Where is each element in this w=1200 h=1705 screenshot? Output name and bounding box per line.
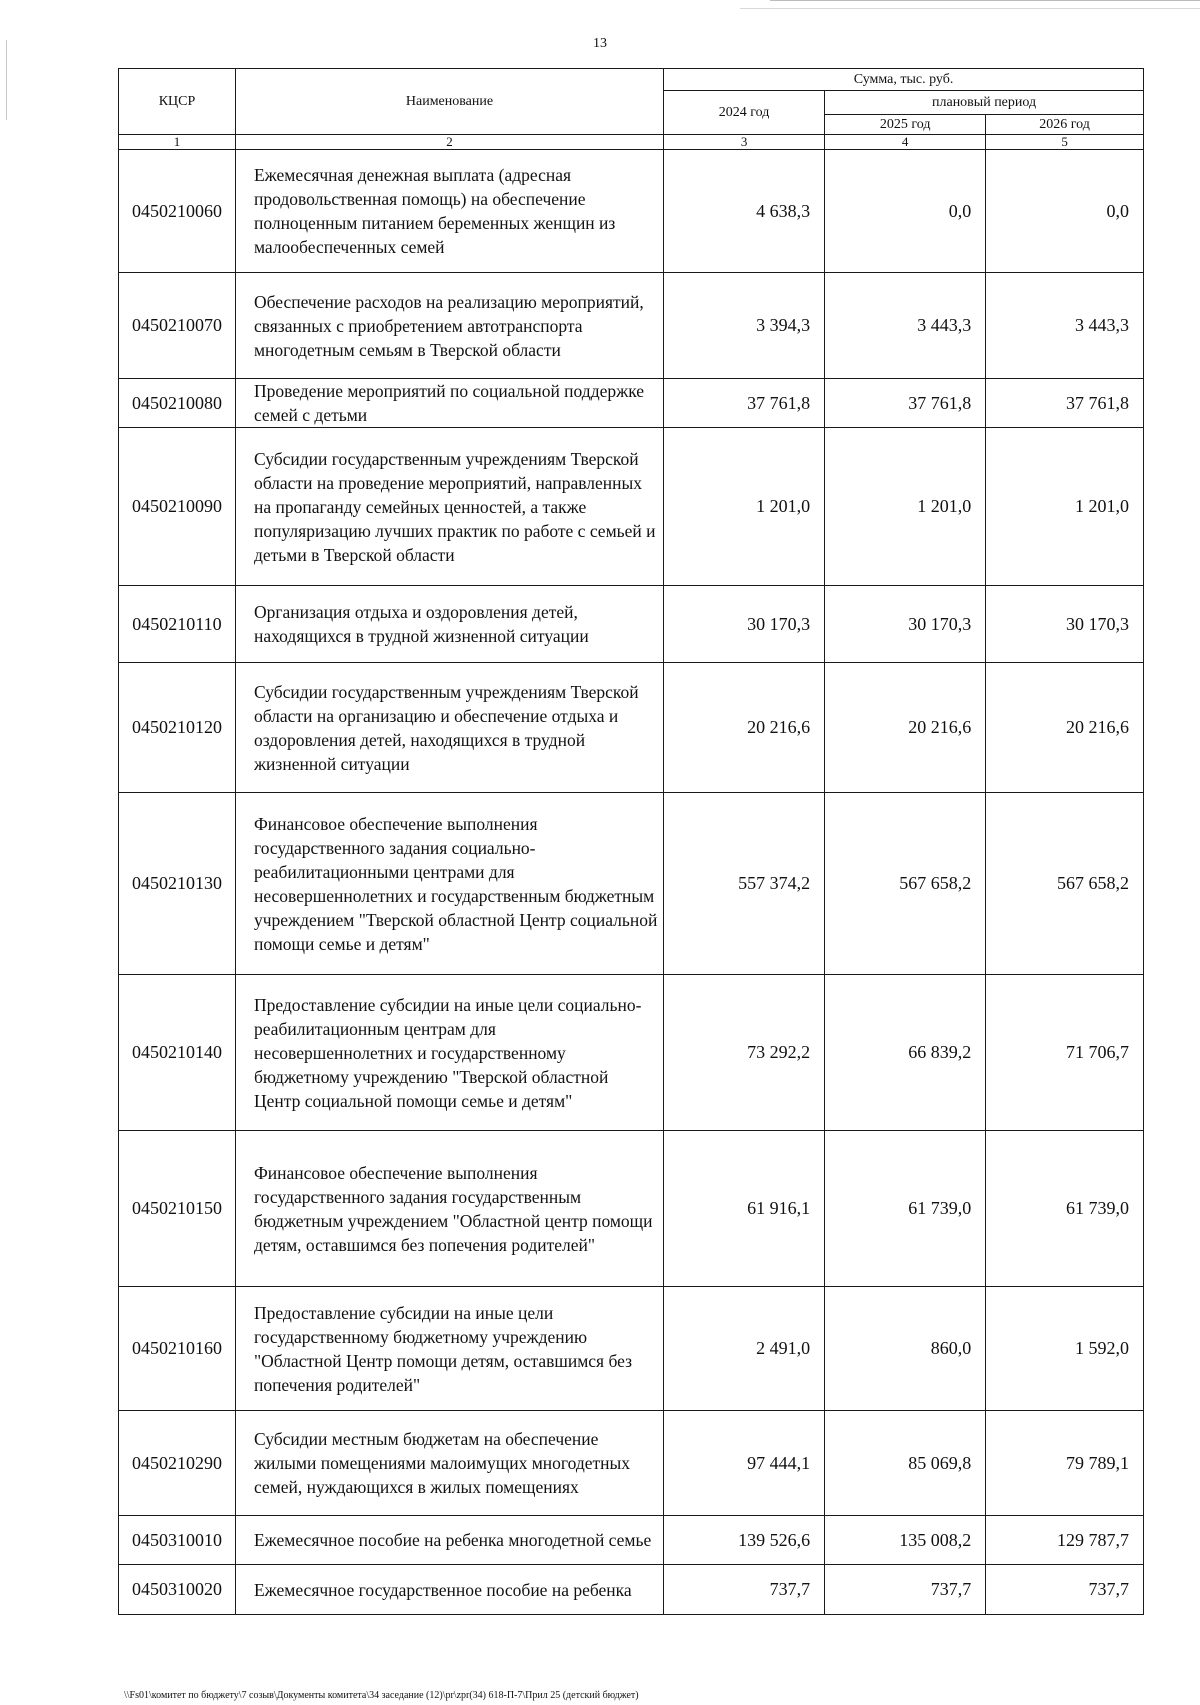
value-2025: 860,0 <box>825 1287 986 1411</box>
table-row <box>119 586 1144 663</box>
value-2025: 3 443,3 <box>825 273 986 379</box>
row-code: 0450210070 <box>119 273 236 379</box>
value-2025: 30 170,3 <box>825 586 986 663</box>
value-2026: 567 658,2 <box>986 793 1144 975</box>
value-2025: 61 739,0 <box>825 1131 986 1287</box>
row-code: 0450210080 <box>119 379 236 428</box>
scan-artifact-line <box>770 0 1200 1</box>
header-name: Наименование <box>235 69 663 135</box>
value-2026: 30 170,3 <box>986 586 1144 663</box>
row-name: Субсидии местным бюджетам на обеспечение жилыми помещениями малоимущих многодетных семей, нуждающихся в жилых помещениях <box>235 1411 663 1516</box>
value-2024: 557 374,2 <box>664 793 825 975</box>
value-2024: 737,7 <box>664 1565 825 1615</box>
table-row <box>119 273 1144 379</box>
value-2026: 3 443,3 <box>986 273 1144 379</box>
value-2024: 97 444,1 <box>664 1411 825 1516</box>
row-name: Ежемесячная денежная выплата (адресная продовольственная помощь) на обеспечение полноценным питанием беременных женщин из малообеспеченных семей <box>235 150 663 273</box>
budget-table <box>118 68 1144 1615</box>
value-2026: 129 787,7 <box>986 1516 1144 1565</box>
table-row <box>119 663 1144 793</box>
value-2025: 66 839,2 <box>825 975 986 1131</box>
header-code: КЦСР <box>119 69 236 135</box>
row-name: Ежемесячное государственное пособие на ребенка <box>235 1565 663 1615</box>
row-name: Предоставление субсидии на иные цели социально-реабилитационным центрам для несовершеннолетних и государственному бюджетному учреждению "Тверской областной Центр социальной помощи семье и детям" <box>235 975 663 1131</box>
col-number: 3 <box>664 135 825 150</box>
row-code: 0450310010 <box>119 1516 236 1565</box>
col-number: 4 <box>825 135 986 150</box>
header-2026: 2026 год <box>986 115 1144 135</box>
row-name: Финансовое обеспечение выполнения государственного задания государственным бюджетным учреждением "Областной центр помощи детям, оставшимся без попечения родителей" <box>235 1131 663 1287</box>
value-2026: 737,7 <box>986 1565 1144 1615</box>
value-2024: 30 170,3 <box>664 586 825 663</box>
row-name: Организация отдыха и оздоровления детей, находящихся в трудной жизненной ситуации <box>235 586 663 663</box>
value-2025: 85 069,8 <box>825 1411 986 1516</box>
footer-file-path: \\Fs01\комитет по бюджету\7 созыв\Документы комитета\34 заседание (12)\pr\zpr(34) 618-П-7\Прил 25 (детский бюджет) <box>124 1690 639 1701</box>
table-row <box>119 793 1144 975</box>
value-2026: 71 706,7 <box>986 975 1144 1131</box>
value-2026: 79 789,1 <box>986 1411 1144 1516</box>
col-number: 2 <box>235 135 663 150</box>
header-sum: Сумма, тыс. руб. <box>664 69 1144 91</box>
row-name: Предоставление субсидии на иные цели государственному бюджетному учреждению "Областной Центр помощи детям, оставшимся без попечения родителей" <box>235 1287 663 1411</box>
value-2025: 37 761,8 <box>825 379 986 428</box>
row-name: Обеспечение расходов на реализацию мероприятий, связанных с приобретением автотранспорта многодетным семьям в Тверской области <box>235 273 663 379</box>
value-2024: 139 526,6 <box>664 1516 825 1565</box>
table-row <box>119 1131 1144 1287</box>
row-name: Ежемесячное пособие на ребенка многодетной семье <box>235 1516 663 1565</box>
scan-artifact-line <box>6 40 7 120</box>
value-2026: 61 739,0 <box>986 1131 1144 1287</box>
value-2026: 20 216,6 <box>986 663 1144 793</box>
header-2025: 2025 год <box>825 115 986 135</box>
header-2024: 2024 год <box>664 91 825 135</box>
value-2026: 37 761,8 <box>986 379 1144 428</box>
row-name: Субсидии государственным учреждениям Тверской области на проведение мероприятий, направленных на пропаганду семейных ценностей, а также популяризацию лучших практик по работе с семьей и детьми в Тверской области <box>235 428 663 586</box>
value-2024: 1 201,0 <box>664 428 825 586</box>
row-name: Субсидии государственным учреждениям Тверской области на организацию и обеспечение отдыха и оздоровления детей, находящихся в трудной жизненной ситуации <box>235 663 663 793</box>
table-row <box>119 1565 1144 1615</box>
row-code: 0450210140 <box>119 975 236 1131</box>
table-row <box>119 975 1144 1131</box>
row-code: 0450210120 <box>119 663 236 793</box>
table-row <box>119 1411 1144 1516</box>
table-row <box>119 1287 1144 1411</box>
value-2025: 135 008,2 <box>825 1516 986 1565</box>
value-2026: 1 592,0 <box>986 1287 1144 1411</box>
value-2026: 0,0 <box>986 150 1144 273</box>
table-row <box>119 428 1144 586</box>
table-row <box>119 1516 1144 1565</box>
value-2025: 0,0 <box>825 150 986 273</box>
value-2025: 1 201,0 <box>825 428 986 586</box>
value-2024: 61 916,1 <box>664 1131 825 1287</box>
row-code: 0450210130 <box>119 793 236 975</box>
row-code: 0450210290 <box>119 1411 236 1516</box>
value-2025: 737,7 <box>825 1565 986 1615</box>
row-code: 0450210110 <box>119 586 236 663</box>
row-code: 0450210150 <box>119 1131 236 1287</box>
value-2025: 20 216,6 <box>825 663 986 793</box>
value-2026: 1 201,0 <box>986 428 1144 586</box>
value-2024: 37 761,8 <box>664 379 825 428</box>
value-2024: 73 292,2 <box>664 975 825 1131</box>
header-planned-period: плановый период <box>825 91 1144 115</box>
col-number: 1 <box>119 135 236 150</box>
value-2024: 3 394,3 <box>664 273 825 379</box>
row-code: 0450210090 <box>119 428 236 586</box>
row-code: 0450310020 <box>119 1565 236 1615</box>
row-code: 0450210060 <box>119 150 236 273</box>
row-code: 0450210160 <box>119 1287 236 1411</box>
col-number: 5 <box>986 135 1144 150</box>
value-2024: 20 216,6 <box>664 663 825 793</box>
page-number: 13 <box>593 36 607 51</box>
table-row <box>119 379 1144 428</box>
value-2024: 4 638,3 <box>664 150 825 273</box>
value-2024: 2 491,0 <box>664 1287 825 1411</box>
table-row <box>119 150 1144 273</box>
scan-artifact-line <box>740 8 1200 9</box>
row-name: Финансовое обеспечение выполнения государственного задания социально-реабилитационными центрами для несовершеннолетних и государственным бюджетным учреждением "Тверской областной Центр социальной помощи семье и детям" <box>235 793 663 975</box>
value-2025: 567 658,2 <box>825 793 986 975</box>
row-name: Проведение мероприятий по социальной поддержке семей с детьми <box>235 379 663 428</box>
